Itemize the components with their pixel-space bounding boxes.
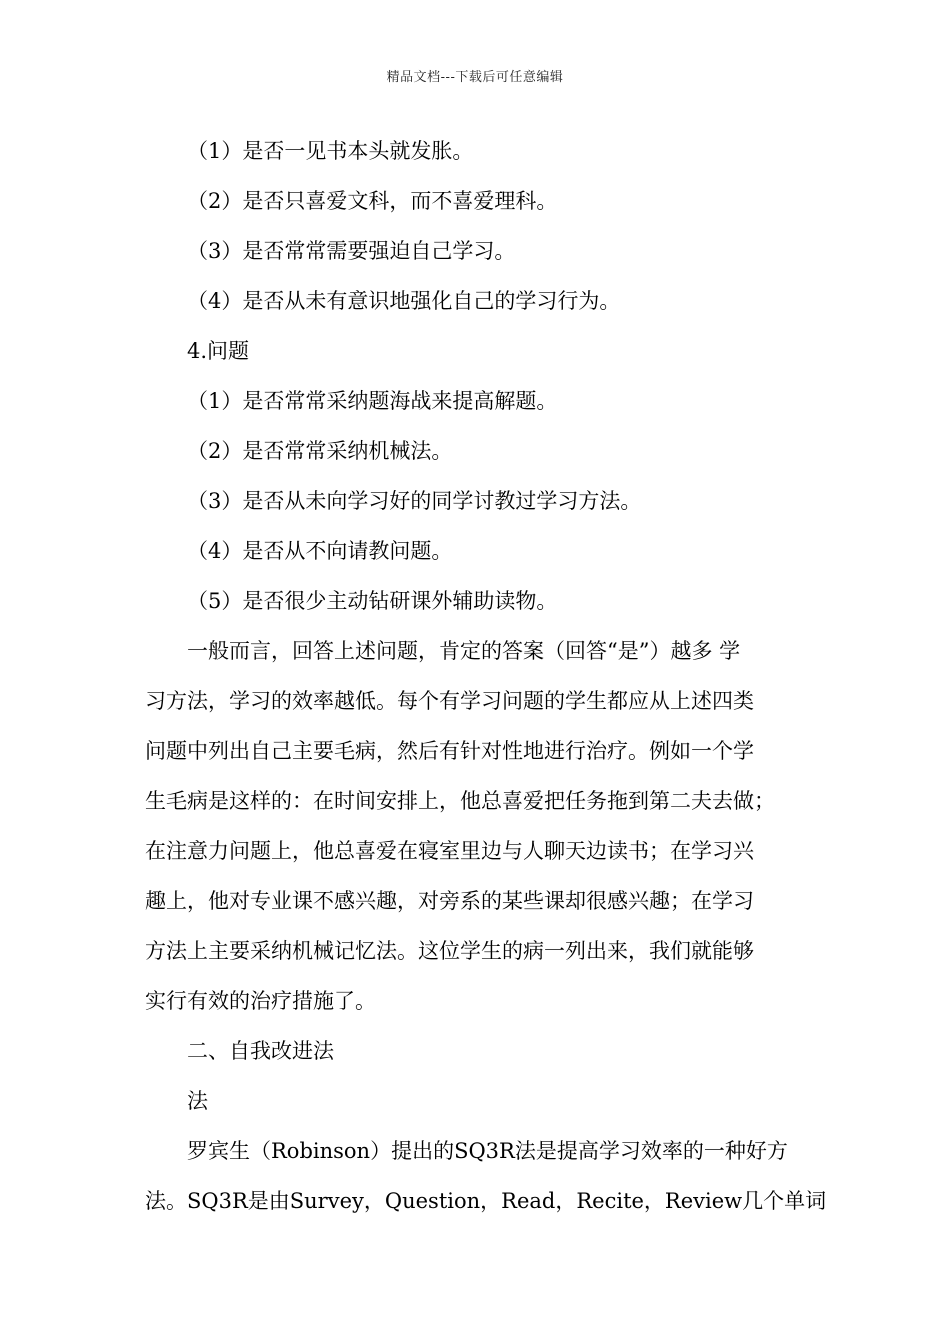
- list-item: （3）是否从未向学习好的同学讨教过学习方法。: [187, 489, 642, 513]
- list-item: （2）是否常常采纳机械法。: [187, 439, 453, 463]
- list-item: （1）是否一见书本头就发胀。: [187, 139, 474, 163]
- summary-line: 实行有效的治疗措施了。: [145, 989, 376, 1013]
- summary-line: 问题中列出自己主要毛病，然后有针对性地进行治疗。例如一个学: [145, 739, 754, 763]
- section-heading-2: 二、自我改进法: [187, 1039, 334, 1063]
- summary-line: 生毛病是这样的：在时间安排上，他总喜爱把任务拖到第二夫去做；: [145, 789, 775, 813]
- summary-line: 在注意力问题上，他总喜爱在寝室里边与人聊天边读书；在学习兴: [145, 839, 754, 863]
- summary-line: 一般而言，回答上述问题，肯定的答案（回答“是”）越多 学: [187, 639, 741, 663]
- body-line: 罗宾生（Robinson）提出的SQ3R法是提高学习效率的一种好方: [187, 1139, 788, 1163]
- list-item: （1）是否常常采纳题海战来提高解题。: [187, 389, 558, 413]
- page-header: 精品文档---下载后可任意编辑: [386, 70, 564, 85]
- summary-line: 趣上，他对专业课不感兴趣，对旁系的某些课却很感兴趣；在学习: [145, 889, 754, 913]
- list-item: （4）是否从未有意识地强化自己的学习行为。: [187, 289, 621, 313]
- list-item: （2）是否只喜爱文科，而不喜爱理科。: [187, 189, 558, 213]
- list-item: （5）是否很少主动钻研课外辅助读物。: [187, 589, 558, 613]
- summary-line: 习方法，学习的效率越低。每个有学习问题的学生都应从上述四类: [145, 689, 754, 713]
- list-item: （4）是否从不向请教问题。: [187, 539, 453, 563]
- list-item: （3）是否常常需要强迫自己学习。: [187, 239, 516, 263]
- body-line: 法。SQ3R是由Survey，Question，Read，Recite，Review几个单词: [145, 1189, 827, 1213]
- document-body: [145, 132, 827, 1232]
- section-heading-4: 4.问题: [187, 339, 250, 363]
- section-subheading: 法: [187, 1089, 208, 1113]
- summary-line: 方法上主要采纳机械记忆法。这位学生的病一列出来，我们就能够: [145, 939, 754, 963]
